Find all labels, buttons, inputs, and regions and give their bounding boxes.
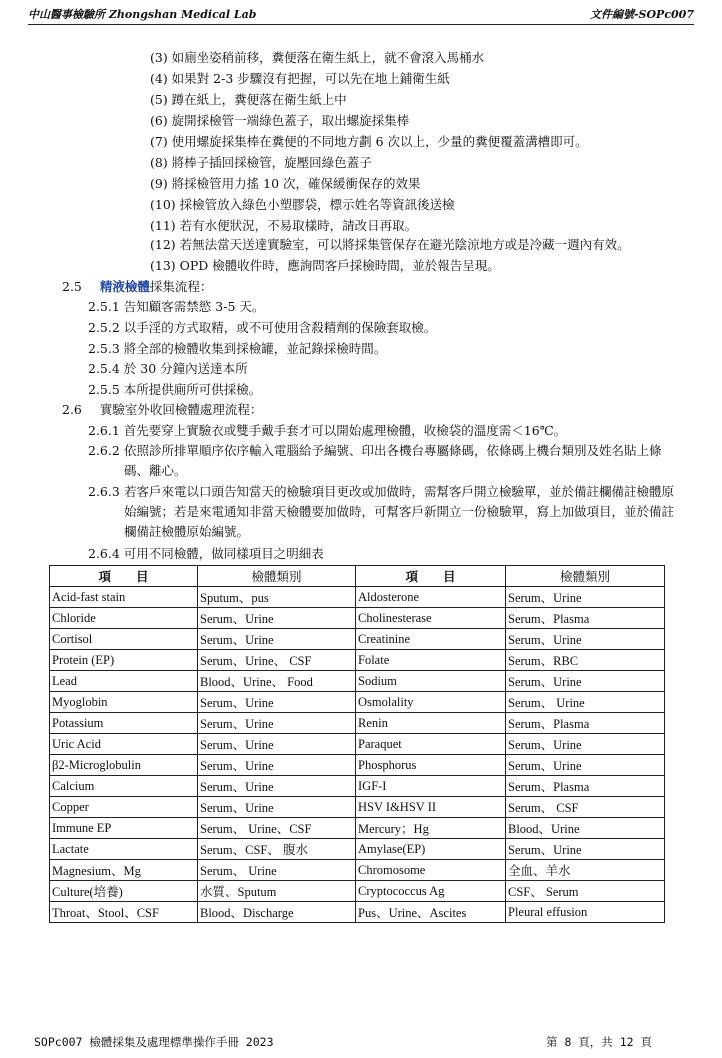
test-item-cell: Lactate (50, 839, 198, 860)
test-item-cell: Aldosterone (356, 587, 506, 608)
item-number: 2.5.5 (88, 382, 120, 397)
specimen-type-cell: 水質、Sputum (198, 881, 356, 902)
specimen-type-cell: Serum、Urine (198, 713, 356, 734)
table-row (50, 587, 665, 608)
test-item-cell: Chromosome (356, 860, 506, 881)
table-row (50, 713, 665, 734)
step-6: (6) 旋開採檢管一端綠色蓋子，取出螺旋採集棒 (150, 113, 410, 128)
specimen-type-cell: Blood、Discharge (198, 902, 356, 923)
step-10: (10) 採檢管放入綠色小塑膠袋，標示姓名等資訊後送檢 (150, 197, 455, 212)
test-item-cell: Sodium (356, 671, 506, 692)
page-number: 第 8 頁，共 12 頁 (546, 1035, 652, 1049)
item-number: 2.5.3 (88, 341, 120, 356)
test-item-cell: Copper (50, 797, 198, 818)
table-row (50, 692, 665, 713)
specimen-type-cell: 全血、羊水 (506, 860, 665, 881)
specimen-type-cell: Pleural effusion (506, 902, 665, 923)
specimen-type-table (49, 565, 665, 923)
item-number: 2.6.4 (88, 546, 120, 561)
test-item-cell: Culture(培養) (50, 881, 198, 902)
table-row (50, 860, 665, 881)
page-footer (34, 1034, 652, 1050)
test-item-cell: Uric Acid (50, 734, 198, 755)
step-9: (9) 將採檢管用力搖 10 次，確保緩衝保存的效果 (150, 176, 421, 191)
test-item-cell: Mercury；Hg (356, 818, 506, 839)
specimen-type-cell: Serum、Urine (198, 629, 356, 650)
item-number: 2.5.4 (88, 361, 120, 376)
specimen-type-cell: Serum、Urine (198, 797, 356, 818)
section-title: 實驗室外收回檢體處理流程： (99, 402, 263, 417)
specimen-type-cell: Serum、Urine (506, 671, 665, 692)
item-text: 於 30 分鐘內送達本所 (123, 361, 248, 376)
test-item-cell: Calcium (50, 776, 198, 797)
specimen-type-cell: Blood、Urine、 Food (198, 671, 356, 692)
manual-title: SOPc007 檢體採集及處理標準操作手冊 2023 (34, 1035, 274, 1049)
step-11: (11) 若有水便狀況，不易取樣時，請改日再取。 (150, 218, 418, 233)
item-text: 以手淫的方式取精，或不可使用含殺精劑的保險套取檢。 (123, 320, 437, 335)
document-number: 文件編號-SOPc007 (589, 8, 694, 21)
table-row (50, 608, 665, 629)
table-header-row (50, 566, 665, 587)
test-item-cell: Osmolality (356, 692, 506, 713)
specimen-type-cell: Serum、Plasma (506, 713, 665, 734)
step-7: (7) 使用螺旋採集棒在糞便的不同地方劃 6 次以上，少量的糞便覆蓋溝槽即可。 (150, 134, 588, 149)
table-row (50, 671, 665, 692)
item-2-6-4 (88, 544, 324, 564)
test-item-cell: Immune EP (50, 818, 198, 839)
test-item-cell: Lead (50, 671, 198, 692)
test-item-cell: Creatinine (356, 629, 506, 650)
test-item-cell: Cortisol (50, 629, 198, 650)
lab-name: 中山醫事檢驗所 Zhongshan Medical Lab (28, 8, 257, 21)
table-row (50, 776, 665, 797)
specimen-type-cell: Sputum、pus (198, 587, 356, 608)
page-header (28, 6, 694, 25)
specimen-type-cell: Serum、Plasma (506, 776, 665, 797)
specimen-type-cell: Serum、 Urine (198, 860, 356, 881)
table-row (50, 839, 665, 860)
specimen-type-cell: Serum、CSF、 腹水 (198, 839, 356, 860)
test-item-cell: Acid-fast stain (50, 587, 198, 608)
table-row (50, 629, 665, 650)
specimen-type-cell: Serum、Urine (506, 629, 665, 650)
item-text: 本所提供廁所可供採檢。 (123, 382, 262, 397)
specimen-type-cell: Serum、Plasma (506, 608, 665, 629)
specimen-type-cell: Serum、Urine (506, 839, 665, 860)
item-number: 2.5.1 (88, 299, 120, 314)
table-row (50, 650, 665, 671)
item-2-6-2-number: 2.6.2 (88, 443, 120, 458)
item-2-5-3 (88, 339, 386, 359)
test-item-cell: Throat、Stool、CSF (50, 902, 198, 923)
item-2-6-1 (88, 421, 566, 441)
item-text: 告知顧客需禁慾 3-5 天。 (123, 299, 265, 314)
test-item-cell: Pus、Urine、Ascites (356, 902, 506, 923)
item-2-6-3-number: 2.6.3 (88, 484, 120, 499)
specimen-type-cell: Serum、Urine (506, 755, 665, 776)
section-2-6-heading (62, 400, 262, 420)
specimen-type-cell: Serum、Urine (198, 734, 356, 755)
specimen-type-cell: Serum、RBC (506, 650, 665, 671)
specimen-type-cell: Blood、Urine (506, 818, 665, 839)
specimen-type-cell: Serum、 Urine、CSF (198, 818, 356, 839)
column-header-specimen: 檢體類別 (506, 566, 665, 587)
table-row (50, 734, 665, 755)
item-number: 2.5.2 (88, 320, 120, 335)
highlighted-term: 精液檢體 (99, 279, 150, 294)
specimen-type-cell: Serum、Urine (198, 755, 356, 776)
item-2-5-2 (88, 318, 436, 338)
step-4: (4) 如果對 2-3 步驟沒有把握，可以先在地上鋪衛生紙 (150, 71, 450, 86)
test-item-cell: Magnesium、Mg (50, 860, 198, 881)
test-item-cell: Protein (EP) (50, 650, 198, 671)
column-header-item: 項 目 (50, 566, 198, 587)
step-3: (3) 如廁坐姿稍前移，糞便落在衛生紙上，就不會滾入馬桶水 (150, 50, 485, 65)
test-item-cell: Paraquet (356, 734, 506, 755)
specimen-type-cell: Serum、 Urine (506, 692, 665, 713)
item-2-6-2-text: 依照診所排單順序依序輸入電腦給予編號、印出各機台專屬條碼，依條碼上機台類別及姓名貼上條碼、離心。 (124, 443, 662, 478)
table-row (50, 818, 665, 839)
item-2-5-1 (88, 297, 264, 317)
test-item-cell: HSV I&HSV II (356, 797, 506, 818)
specimen-type-cell: CSF、 Serum (506, 881, 665, 902)
item-2-6-3-text: 若客戶來電以口頭告知當天的檢驗項目更改或加做時，需幫客戶開立檢驗單，並於備註欄備註檢體原始編號；若是來電通知非當天檢體要加做時，可幫客戶新開立一份檢驗單，寫上加做項目，並於備註欄備註檢體原始編號。 (124, 484, 675, 539)
test-item-cell: Amylase(EP) (356, 839, 506, 860)
test-item-cell: Renin (356, 713, 506, 734)
test-item-cell: Chloride (50, 608, 198, 629)
test-item-cell: Cholinesterase (356, 608, 506, 629)
test-item-cell: Cryptococcus Ag (356, 881, 506, 902)
test-item-cell: IGF-I (356, 776, 506, 797)
column-header-specimen: 檢體類別 (198, 566, 356, 587)
section-number: 2.5 (62, 279, 82, 294)
table-row (50, 902, 665, 923)
step-12: (12) 若無法當天送達實驗室，可以將採集管保存在避光陰涼地方或是冷藏一週內有效。 (150, 237, 630, 252)
step-13: (13) OPD 檢體收件時，應詢問客戶採檢時間，並於報告呈現。 (150, 258, 500, 273)
section-2-5-heading (62, 277, 212, 297)
item-text: 可用不同檢體，做同樣項目之明細表 (123, 546, 324, 561)
item-text: 首先要穿上實驗衣或雙手戴手套才可以開始處理檢體，收檢袋的溫度需＜16℃。 (123, 423, 567, 438)
specimen-type-cell: Serum、 CSF (506, 797, 665, 818)
test-item-cell: Folate (356, 650, 506, 671)
specimen-type-cell: Serum、Urine (198, 692, 356, 713)
specimen-type-cell: Serum、Urine (198, 608, 356, 629)
column-header-item: 項 目 (356, 566, 506, 587)
step-5: (5) 蹲在紙上，糞便落在衛生紙上中 (150, 92, 347, 107)
specimen-type-cell: Serum、Urine (506, 734, 665, 755)
specimen-type-cell: Serum、Urine (506, 587, 665, 608)
step-8: (8) 將棒子插回採檢管，旋壓回綠色蓋子 (150, 155, 372, 170)
specimen-type-cell: Serum、Urine、 CSF (198, 650, 356, 671)
item-2-5-4 (88, 359, 248, 379)
test-item-cell: Potassium (50, 713, 198, 734)
table-row (50, 797, 665, 818)
specimen-type-cell: Serum、Urine (198, 776, 356, 797)
test-item-cell: β2-Microglobulin (50, 755, 198, 776)
test-item-cell: Myoglobin (50, 692, 198, 713)
table-row (50, 755, 665, 776)
item-2-5-5 (88, 380, 261, 400)
item-text: 將全部的檢體收集到採檢罐，並記錄採檢時間。 (123, 341, 387, 356)
item-number: 2.6.1 (88, 423, 120, 438)
section-title: 採集流程： (149, 279, 213, 294)
table-row (50, 881, 665, 902)
test-item-cell: Phosphorus (356, 755, 506, 776)
section-number: 2.6 (62, 402, 82, 417)
